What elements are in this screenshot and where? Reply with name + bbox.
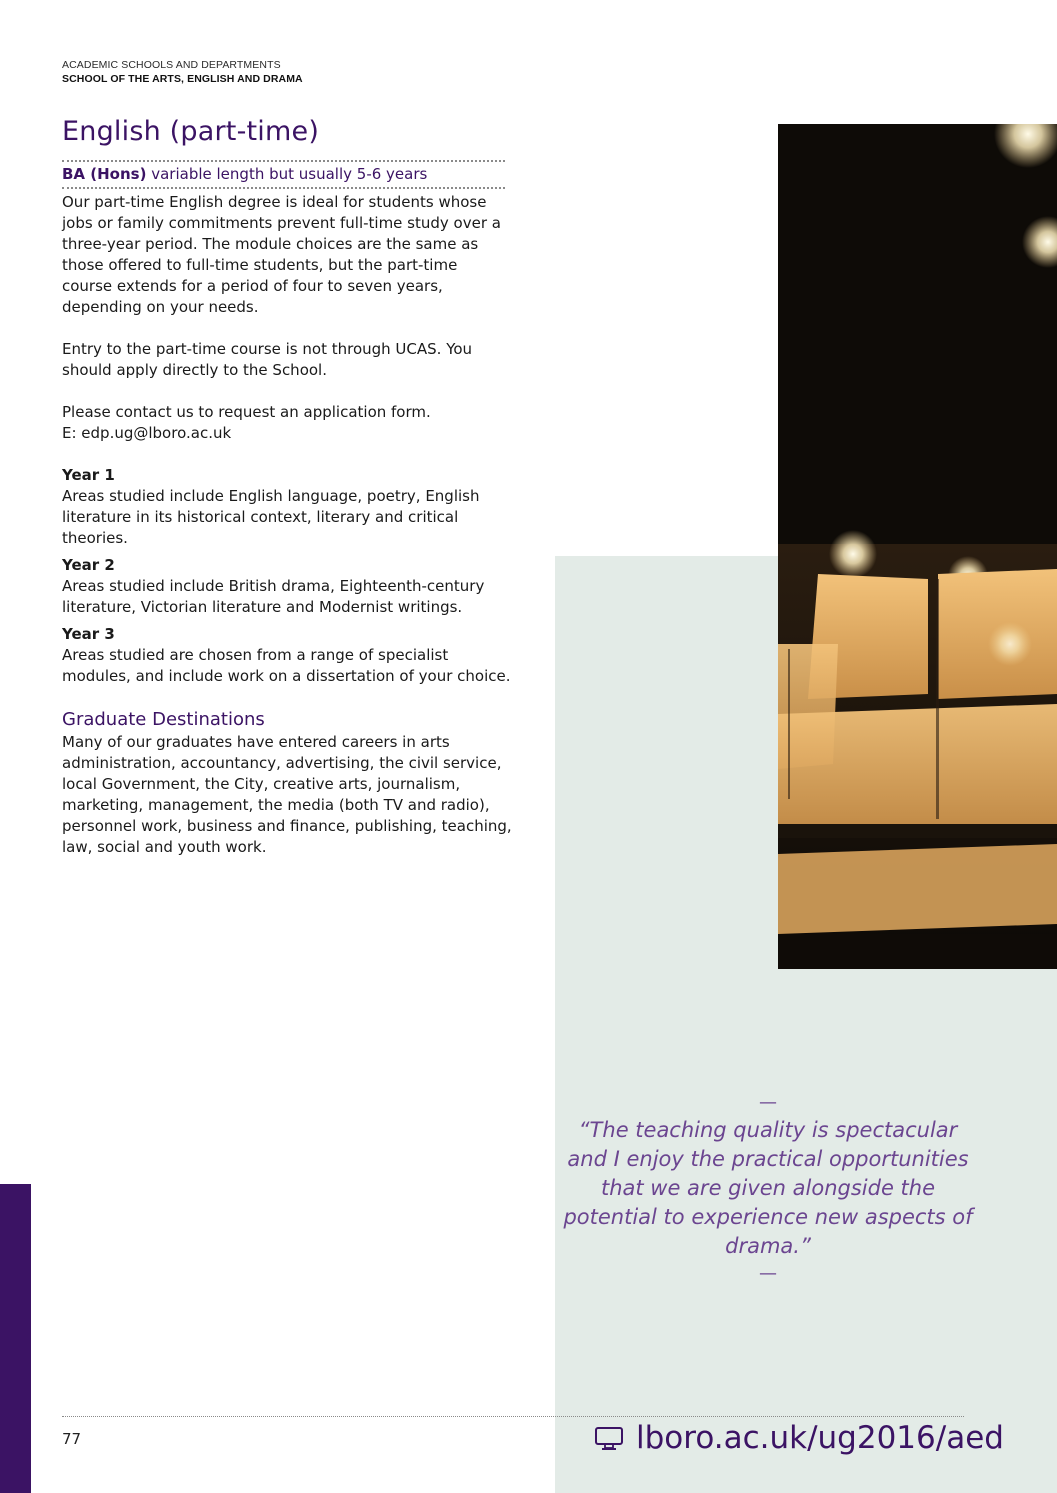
degree-line (62, 164, 427, 184)
quote-dash-bottom: — (759, 1263, 777, 1284)
theatre-seats-photo (778, 124, 1057, 969)
contact-email[interactable]: E: edp.ug@lboro.ac.uk (62, 424, 232, 442)
intro-paragraph: Our part-time English degree is ideal for students whose jobs or family commitments prevent full-time study over a three-year period. The module choices are the same as those offered to full-time students, but the part-time course extends for a period of four to seven years, depending on your needs. (62, 193, 501, 316)
year-2-heading: Year 2 (62, 556, 115, 574)
graduate-destinations-heading: Graduate Destinations (62, 709, 265, 730)
entry-paragraph: Entry to the part-time course is not through UCAS. You should apply directly to the School. (62, 340, 473, 379)
year-1-heading: Year 1 (62, 466, 115, 484)
course-description (62, 192, 512, 858)
monitor-icon (594, 1424, 624, 1452)
year-3-heading: Year 3 (62, 625, 115, 643)
quote-dash-top: — (759, 1092, 777, 1113)
page-number: 77 (62, 1430, 82, 1448)
quote-text: “The teaching quality is spectacular and I enjoy the practical opportunities that we are given alongside the potential to experience new aspects of drama.” (563, 1118, 973, 1258)
year-3-text: Areas studied are chosen from a range of specialist modules, and include work on a dissertation of your choice. (62, 646, 511, 685)
footer-divider (62, 1416, 964, 1417)
year-1-text: Areas studied include English language, poetry, English literature in its historical context, literary and critical theories. (62, 487, 480, 547)
department-label: ACADEMIC SCHOOLS AND DEPARTMENTS (62, 59, 281, 71)
website-url[interactable]: lboro.ac.uk/ug2016/aed (636, 1420, 1004, 1456)
student-quote (560, 1090, 976, 1287)
degree-divider (62, 187, 505, 189)
sidebar-accent-bar (0, 1184, 31, 1493)
title-divider (62, 160, 505, 162)
contact-paragraph: Please contact us to request an application form. (62, 403, 431, 421)
course-title: English (part-time) (62, 116, 320, 147)
page-header (62, 59, 303, 86)
degree-type: BA (Hons) (62, 165, 147, 183)
degree-duration: variable length but usually 5-6 years (151, 165, 428, 183)
school-label: SCHOOL OF THE ARTS, ENGLISH AND DRAMA (62, 72, 303, 85)
year-2-text: Areas studied include British drama, Eighteenth-century literature, Victorian literature and Modernist writings. (62, 577, 485, 616)
graduate-destinations-text: Many of our graduates have entered careers in arts administration, accountancy, advertising, the civil service, local Government, the City, creative arts, journalism, marketing, management, the media (both TV and radio), personnel work, business and finance, publishing, teaching, law, social and youth work. (62, 733, 512, 856)
website-link[interactable] (594, 1420, 1004, 1456)
